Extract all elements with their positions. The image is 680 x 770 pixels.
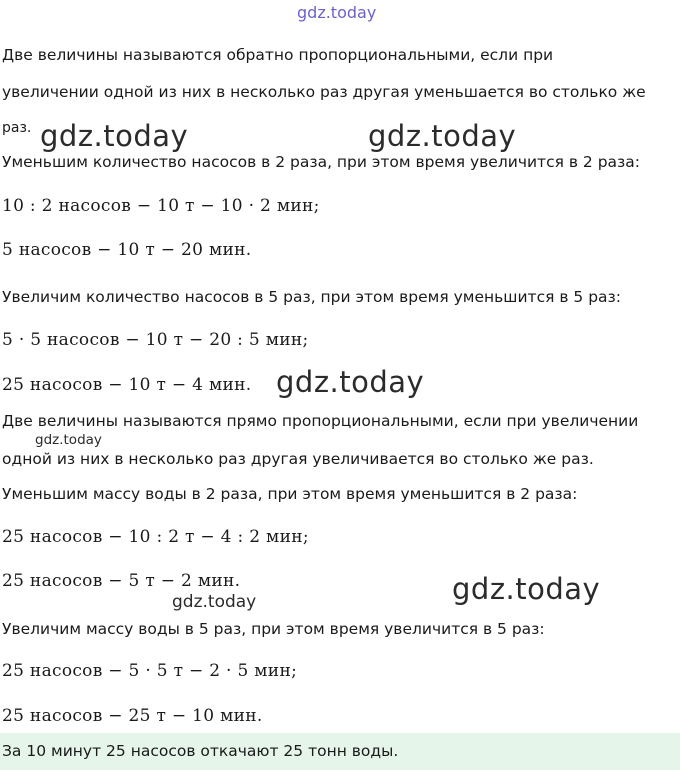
definition-direct-line-2: одной из них в несколько раз другая увеличивается во столько же раз. [2, 450, 594, 468]
watermark: gdz.today [368, 119, 517, 153]
step-increase-pumps: Увеличим количество насосов в 5 раз, при этом время уменьшится в 5 раз: [2, 288, 622, 306]
watermark-small: gdz.today [35, 432, 102, 448]
definition-inverse-line-2: увеличении одной из них в несколько раз другая уменьшается во столько же [2, 83, 646, 101]
definition-inverse-line-1: Две величины называются обратно пропорциональными, если при [2, 46, 554, 64]
step-reduce-pumps: Уменьшим количество насосов в 2 раза, при этом время увеличится в 2 раза: [2, 153, 640, 171]
watermark-small: gdz.today [172, 592, 257, 612]
watermark: gdz.today [276, 365, 425, 399]
math-line: 25 насосов − 10 т − 4 мин. [2, 375, 252, 395]
cropped-previous-line [2, 28, 262, 36]
answer-box [0, 733, 680, 770]
watermark: gdz.today [40, 119, 189, 153]
math-line: 25 насосов − 25 т − 10 мин. [2, 706, 263, 726]
math-line: 5 · 5 насосов − 10 т − 20 : 5 мин; [2, 330, 309, 350]
definition-inverse-line-3: раз. [2, 120, 32, 136]
math-line: 25 насосов − 5 т − 2 мин. [2, 571, 241, 591]
answer-text: За 10 минут 25 насосов откачают 25 тонн воды. [2, 742, 399, 760]
watermark: gdz.today [452, 572, 601, 606]
step-increase-water: Увеличим массу воды в 5 раз, при этом время увеличится в 5 раз: [2, 620, 545, 638]
definition-direct-line-1: Две величины называются прямо пропорциональными, если при увеличении [2, 412, 639, 430]
math-line: 25 насосов − 10 : 2 т − 4 : 2 мин; [2, 527, 309, 547]
math-line: 25 насосов − 5 · 5 т − 2 · 5 мин; [2, 661, 298, 681]
step-reduce-water: Уменьшим массу воды в 2 раза, при этом время уменьшится в 2 раза: [2, 485, 578, 503]
math-line: 5 насосов − 10 т − 20 мин. [2, 240, 252, 260]
math-line: 10 : 2 насосов − 10 т − 10 · 2 мин; [2, 196, 320, 216]
watermark-top: gdz.today [297, 3, 377, 22]
